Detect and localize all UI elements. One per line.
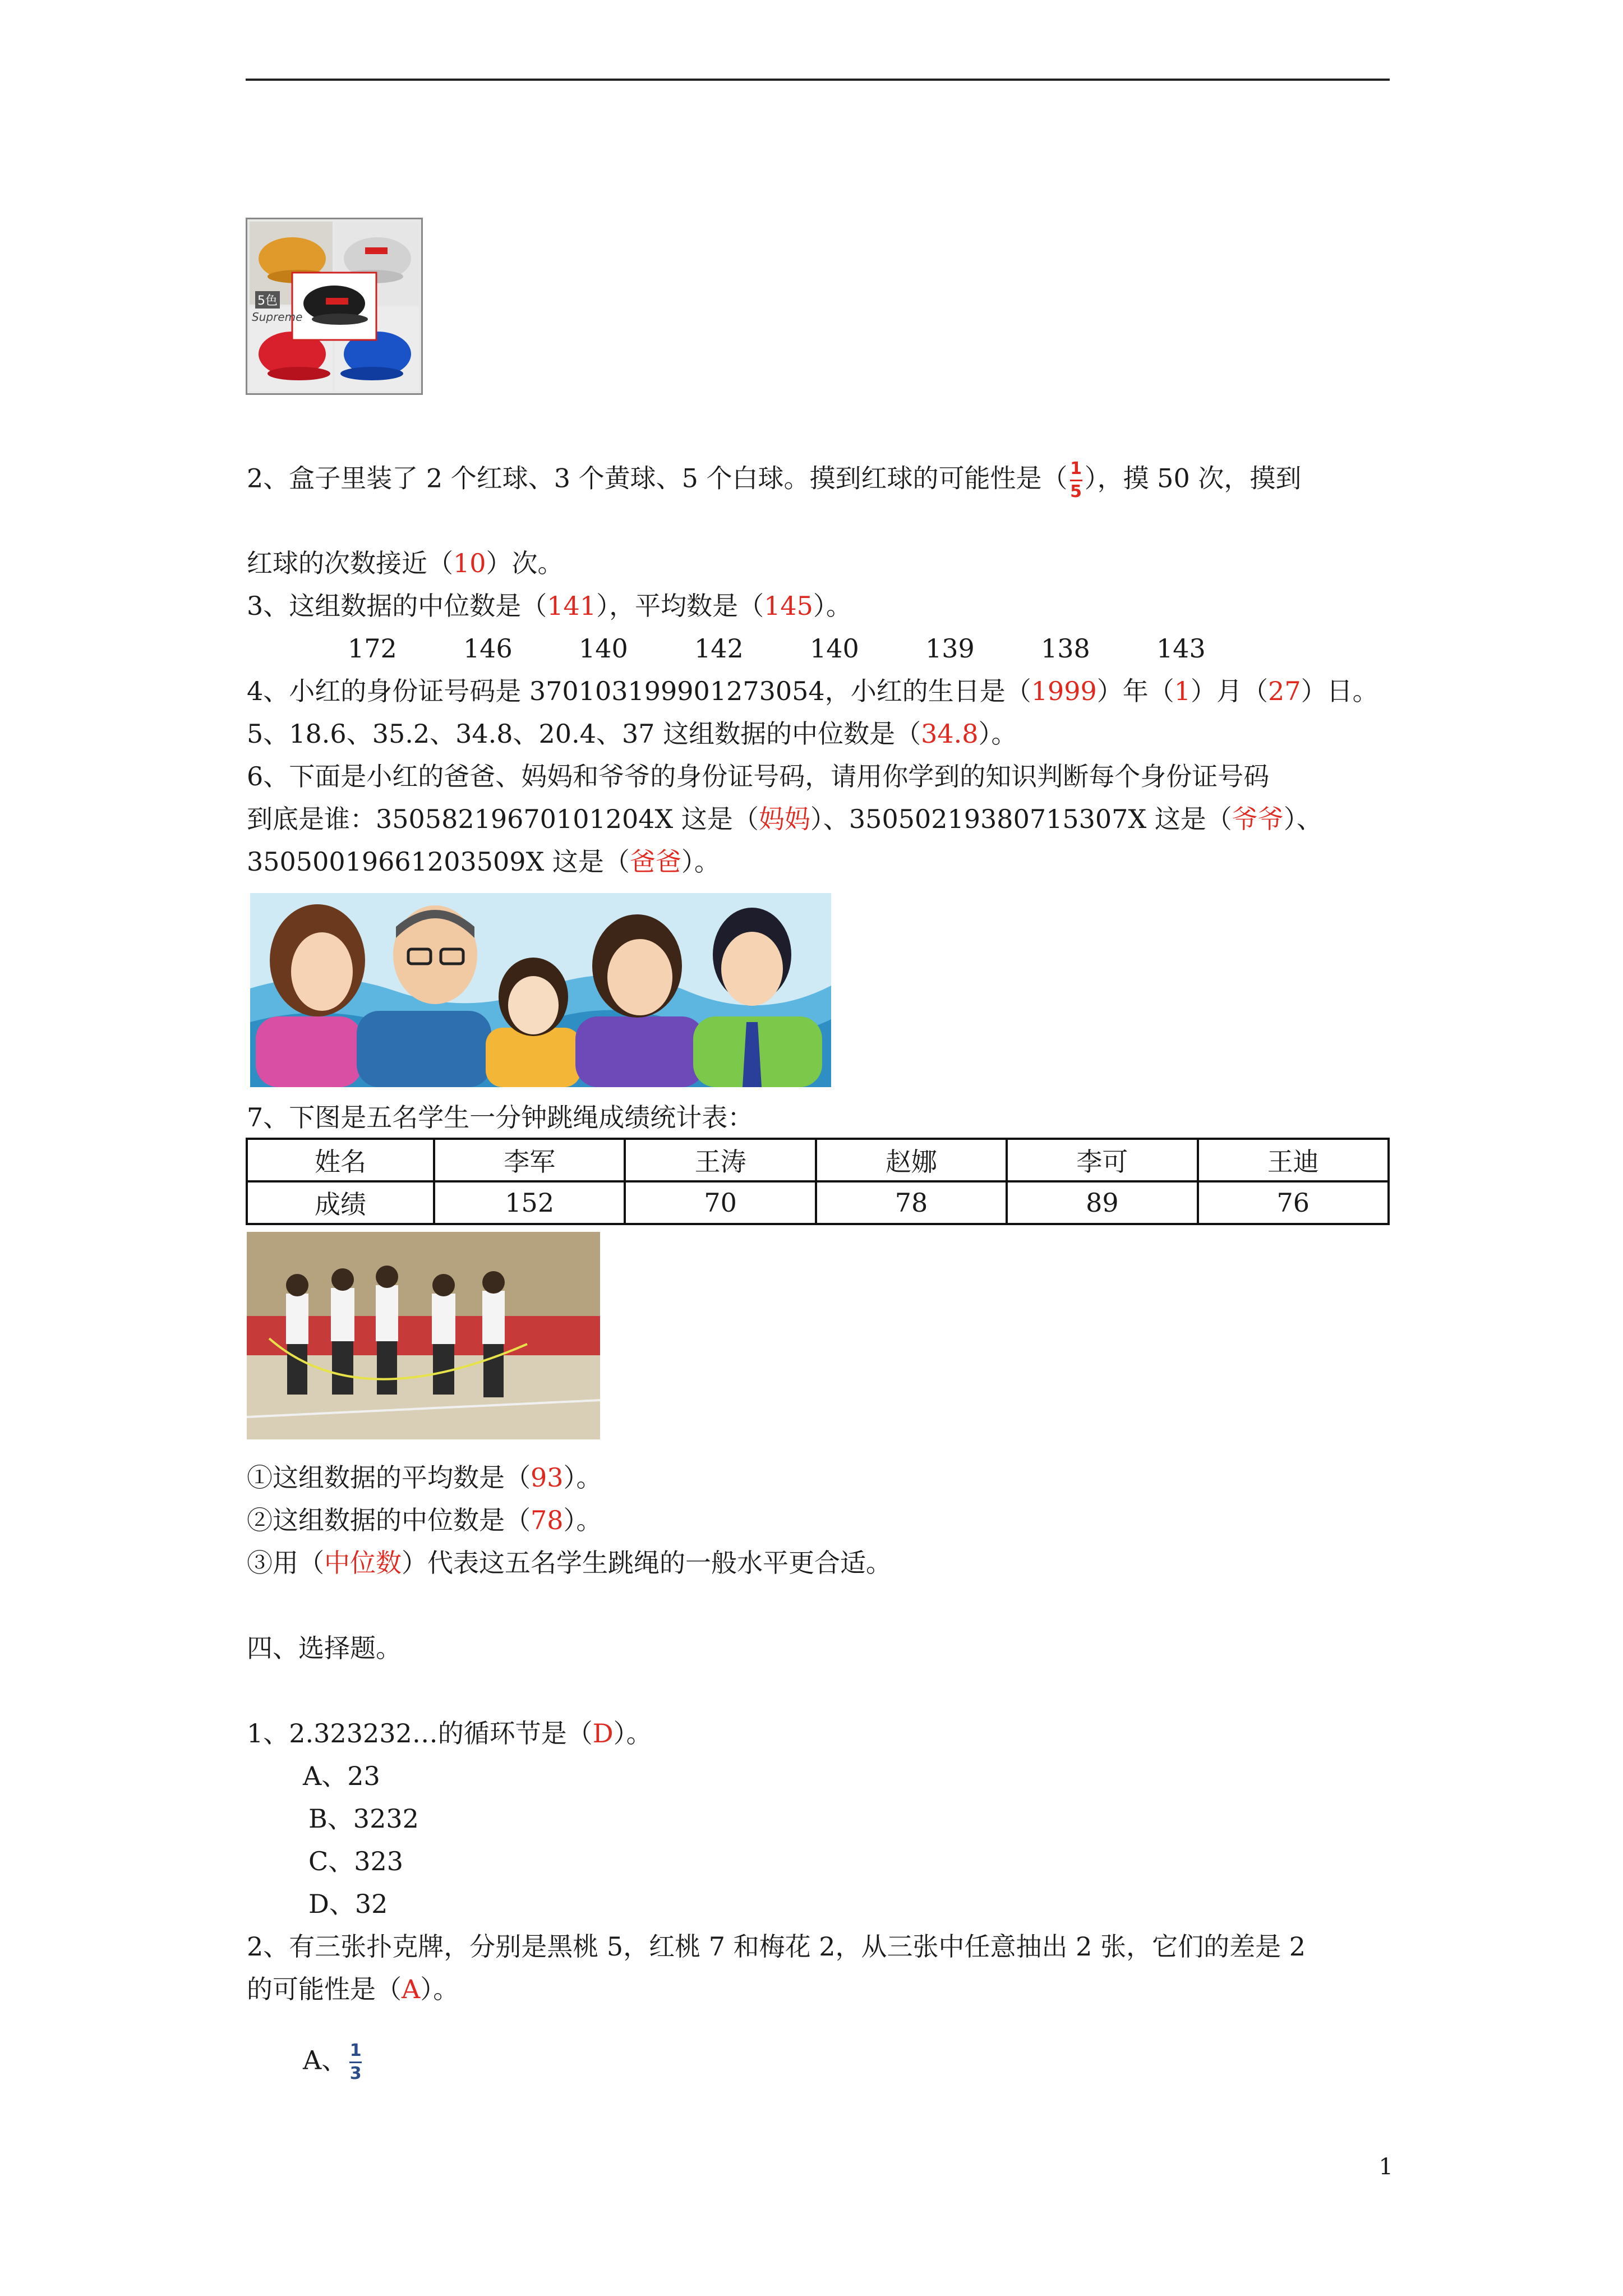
mc1-answer: D xyxy=(592,1718,614,1749)
q4-line: 4、小红的身份证号码是 370103199901273054，小红的生日是（1999）年（1）月（27）日。 xyxy=(247,676,1378,706)
q3-line: 3、这组数据的中位数是（141），平均数是（145）。 xyxy=(247,591,852,621)
q6-line3: 35050019661203509X 这是（爸爸）。 xyxy=(247,846,720,877)
table-cell: 89 xyxy=(1007,1181,1197,1224)
q6-answer-mother: 妈妈 xyxy=(758,804,810,834)
q6-line2: 到底是谁：35058219670101204X 这是（妈妈）、35050219380715307X 这是（爷爷）、 xyxy=(247,804,1322,834)
q2-line1: 2、盒子里装了 2 个红球、3 个黄球、5 个白球。摸到红球的可能性是（ $\frac{1}{5}$ ），摸 50 次，摸到 xyxy=(247,459,1302,501)
mc1-option-c: C、323 xyxy=(308,1846,403,1876)
q7-median-answer: 78 xyxy=(531,1505,564,1535)
mc2-option-a: A、 $\frac{1}{3}$ xyxy=(303,2041,362,2083)
q2-fraction: $\frac{1}{5}$ xyxy=(1070,459,1082,501)
q4-month: 1 xyxy=(1174,676,1191,706)
family-cartoon-image xyxy=(250,893,831,1087)
q7-sub3: ③用（中位数）代表这五名学生跳绳的一般水平更合适。 xyxy=(247,1548,892,1578)
table-row xyxy=(247,1181,1389,1224)
table-header-cell: 姓名 xyxy=(247,1139,434,1181)
caps-brand-label: Supreme xyxy=(252,310,303,324)
caps-image xyxy=(246,218,423,395)
q5-answer: 34.8 xyxy=(921,719,979,749)
table-header-cell: 赵娜 xyxy=(816,1139,1007,1181)
table-cell: 152 xyxy=(434,1181,625,1224)
caps-colors-label: 5色 xyxy=(255,291,280,309)
table-header-cell: 李军 xyxy=(434,1139,625,1181)
mc2-line2: 的可能性是（A）。 xyxy=(247,1974,459,2004)
q5-line: 5、18.6、35.2、34.8、20.4、37 这组数据的中位数是（34.8）。 xyxy=(247,719,1017,749)
q7-mean-answer: 93 xyxy=(531,1462,564,1493)
mc1-option-d: D、32 xyxy=(308,1889,388,1919)
q4-year: 1999 xyxy=(1031,676,1097,706)
q7-measure-answer: 中位数 xyxy=(324,1548,402,1578)
q7-sub1: ①这组数据的平均数是（93）。 xyxy=(247,1462,602,1493)
table-cell: 76 xyxy=(1198,1181,1389,1224)
q2-answer: 10 xyxy=(453,548,486,578)
page-number: 1 xyxy=(1378,2154,1393,2180)
table-row xyxy=(247,1139,1389,1181)
section4-heading: 四、选择题。 xyxy=(247,1633,402,1663)
jump-rope-photo xyxy=(247,1232,600,1439)
mc1-option-b: B、3232 xyxy=(308,1803,419,1834)
table-cell: 成绩 xyxy=(247,1181,434,1224)
mc1-stem: 1、2.323232…的循环节是（D）。 xyxy=(247,1718,652,1749)
table-cell: 70 xyxy=(625,1181,815,1224)
table-cell: 78 xyxy=(816,1181,1007,1224)
header-rule xyxy=(246,79,1390,81)
mc1-option-a: A、23 xyxy=(303,1761,380,1791)
q4-day: 27 xyxy=(1268,676,1301,706)
table-header-cell: 王迪 xyxy=(1198,1139,1389,1181)
q6-answer-father: 爸爸 xyxy=(629,846,681,877)
q2-line2: 红球的次数接近（10）次。 xyxy=(247,548,564,578)
mc2-line1: 2、有三张扑克牌，分别是黑桃 5，红桃 7 和梅花 2，从三张中任意抽出 2 张，它们的差是 2 xyxy=(247,1931,1306,1962)
q7-sub2: ②这组数据的中位数是（78）。 xyxy=(247,1505,602,1535)
jump-rope-table xyxy=(246,1138,1390,1225)
table-header-cell: 王涛 xyxy=(625,1139,815,1181)
q3-median-answer: 141 xyxy=(547,591,597,621)
q6-line1: 6、下面是小红的爸爸、妈妈和爷爷的身份证号码，请用你学到的知识判断每个身份证号码 xyxy=(247,761,1270,792)
q7-title: 7、下图是五名学生一分钟跳绳成绩统计表： xyxy=(247,1102,754,1133)
table-header-cell: 李可 xyxy=(1007,1139,1197,1181)
mc2-answer: A xyxy=(402,1974,421,2004)
q3-mean-answer: 145 xyxy=(764,591,813,621)
q6-answer-grandfather: 爷爷 xyxy=(1232,804,1284,834)
mc2-option-a-fraction: $\frac{1}{3}$ xyxy=(349,2041,362,2083)
q3-numbers: 172 146 140 142 140 139 138 143 xyxy=(348,633,1206,664)
